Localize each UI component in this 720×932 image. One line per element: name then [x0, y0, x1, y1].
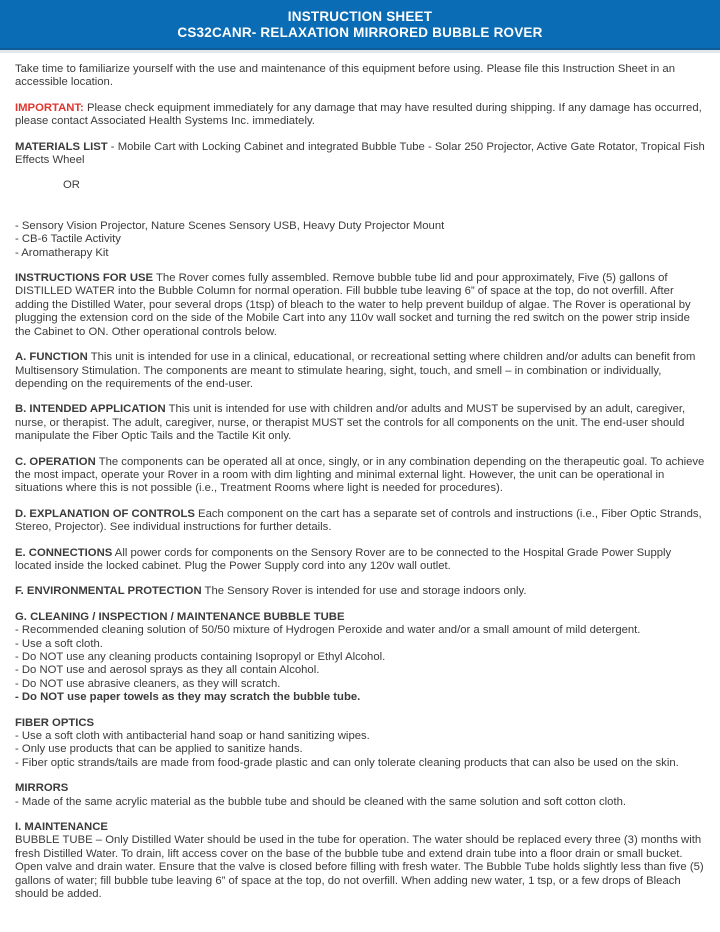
important-text: Please check equipment immediately for any damage that may have resulted during shipping. If any damage has occurred, please contact Associated Health Systems Inc. immediately. — [15, 101, 702, 128]
or-separator: OR — [63, 179, 80, 192]
fiber-optics-item: - Only use products that can be applied to sanitize hands. — [15, 743, 303, 756]
materials-list-paragraph — [15, 141, 705, 168]
section-f-text: The Sensory Rover is intended for use and storage indoors only. — [201, 585, 527, 598]
mirrors-item: - Made of the same acrylic material as the bubble tube and should be cleaned with the same solution and soft cotton cloth. — [15, 795, 627, 808]
cleaning-item: - Do NOT use and aerosol sprays as they all contain Alcohol. — [15, 664, 320, 677]
section-e-connections — [15, 547, 705, 574]
section-f-environmental-protection — [15, 585, 705, 598]
section-b-intended-application — [15, 403, 705, 443]
materials-list-text: - Mobile Cart with Locking Cabinet and integrated Bubble Tube - Solar 250 Projector, Active Gate Rotator, Tropical Fish Effects Wheel — [15, 140, 705, 167]
cleaning-item-bold: - Do NOT use paper towels as they may scratch the bubble tube. — [15, 691, 361, 704]
section-g-cleaning — [15, 611, 705, 705]
section-b-text: This unit is intended for use with children and/or adults and MUST be supervised by an adult, caregiver, nurse, or therapist. The adult, caregiver, nurse, or therapist MUST set the controls for all components on the unit. The end-user should manipulate the Fiber Optic Tails and the Tactile Kit only. — [15, 403, 686, 443]
alt-materials-item: - Sensory Vision Projector, Nature Scenes Sensory USB, Heavy Duty Projector Mount — [15, 219, 445, 232]
maintenance-text: BUBBLE TUBE – Only Distilled Water should be used in the tube for operation. The water should be replaced every three (3) months with fresh Distilled Water. To drain, lift access cover on the base of the bubble tube and extend drain tube into a floor drain or small bucket. Open valve and drain water. Ensure that the valve is closed before filling with fresh water. The Bubble Tube holds slightly less than five (5) gallons of water; fill bubble tube leaving 6” of space at the top, do not overfill. When adding new water, 1 tsp, or a few drops of Bleach should be added. — [15, 834, 704, 901]
instructions-for-use-label: INSTRUCTIONS FOR USE — [15, 272, 154, 285]
fiber-optics-item: - Use a soft cloth with antibacterial hand soap or hand sanitizing wipes. — [15, 730, 370, 743]
important-label: IMPORTANT: — [15, 101, 84, 114]
section-i-maintenance — [15, 821, 705, 901]
section-fiber-optics — [15, 717, 705, 771]
instructions-for-use-text: The Rover comes fully assembled. Remove bubble tube lid and pour approximately, Five (5) gallons of DISTILLED WATER into the Bubble Column for normal operation. Fill bubble tube leaving 6” of space at the top, do not overfill. After adding the Distilled Water, pour several drops (1tsp) of bleach to the water to help prevent buildup of algae. The Rover is operational by plugging the extension cord on the side of the Mobile Cart into any 110v wall socket and turning the red switch on the power strip inside the Cabinet to ON. Other operational controls below. — [15, 272, 691, 338]
cleaning-item: - Recommended cleaning solution of 50/50 mixture of Hydrogen Peroxide and water and/or a small amount of mild detergent. — [15, 624, 641, 637]
maintenance-heading: I. MAINTENANCE — [15, 821, 108, 834]
section-d-label: D. EXPLANATION OF CONTROLS — [15, 507, 195, 520]
fiber-optics-heading: FIBER OPTICS — [15, 716, 95, 729]
alt-materials-item: - CB-6 Tactile Activity — [15, 233, 121, 246]
section-c-label: C. OPERATION — [15, 455, 96, 468]
document-header — [0, 0, 720, 50]
cleaning-item: - Use a soft cloth. — [15, 637, 103, 650]
section-c-operation — [15, 456, 705, 496]
section-e-label: E. CONNECTIONS — [15, 546, 113, 559]
document-title: INSTRUCTION SHEET — [287, 8, 433, 24]
section-e-text: All power cords for components on the Sensory Rover are to be connected to the Hospital Grade Power Supply located inside the locked cabinet. Plug the Power Supply cord into any 120v wall outlet. — [15, 546, 672, 572]
section-a-function — [15, 351, 705, 391]
mirrors-heading: MIRRORS — [15, 782, 69, 795]
intro-paragraph: Take time to familiarize yourself with the use and maintenance of this equipment before using. Please file this Instruction Sheet in an accessible location. — [15, 63, 675, 89]
alt-materials-item: - Aromatherapy Kit — [15, 246, 109, 259]
section-mirrors — [15, 782, 705, 809]
materials-list-label: MATERIALS LIST — [15, 140, 108, 153]
section-c-text: The components can be operated all at once, singly, or in any combination depending on the therapeutic goal. To achieve the most impact, operate your Rover in a room with dim lighting and minimal external light. However, the unit can be operational in situations where this is not possible (i.e., Treatment Rooms where light is needed for procedures). — [15, 455, 705, 495]
section-f-label: F. ENVIRONMENTAL PROTECTION — [15, 585, 202, 598]
section-d-explanation-of-controls — [15, 508, 705, 535]
important-notice — [15, 102, 705, 129]
cleaning-item: - Do NOT use abrasive cleaners, as they will scratch. — [15, 677, 281, 690]
cleaning-item: - Do NOT use any cleaning products containing Isopropyl or Ethyl Alcohol. — [15, 651, 386, 663]
document-subtitle: CS32CANR- RELAXATION MIRRORED BUBBLE ROVER — [177, 25, 543, 40]
section-a-label: A. FUNCTION — [15, 351, 88, 364]
document-body — [0, 50, 720, 902]
section-d-text: Each component on the cart has a separate set of controls and instructions (i.e., Fiber Optic Strands, Stereo, Projector). See individual instructions for further details. — [15, 507, 702, 534]
section-a-text: This unit is intended for use in a clinical, educational, or recreational setting where children and/or adults can benefit from Multisensory Stimulation. The components are meant to stimulate hearing, sight, touch, and smell – in combination or individually, depending on the requirements of the end-user. — [15, 351, 696, 390]
section-instructions-for-use — [15, 272, 705, 339]
section-b-label: B. INTENDED APPLICATION — [15, 403, 166, 416]
cleaning-heading: G. CLEANING / INSPECTION / MAINTENANCE BUBBLE TUBE — [15, 610, 345, 623]
fiber-optics-item: - Fiber optic strands/tails are made from food-grade plastic and can only tolerate cleaning products that can also be used on the skin. — [15, 756, 679, 769]
alt-materials-list — [15, 220, 705, 260]
